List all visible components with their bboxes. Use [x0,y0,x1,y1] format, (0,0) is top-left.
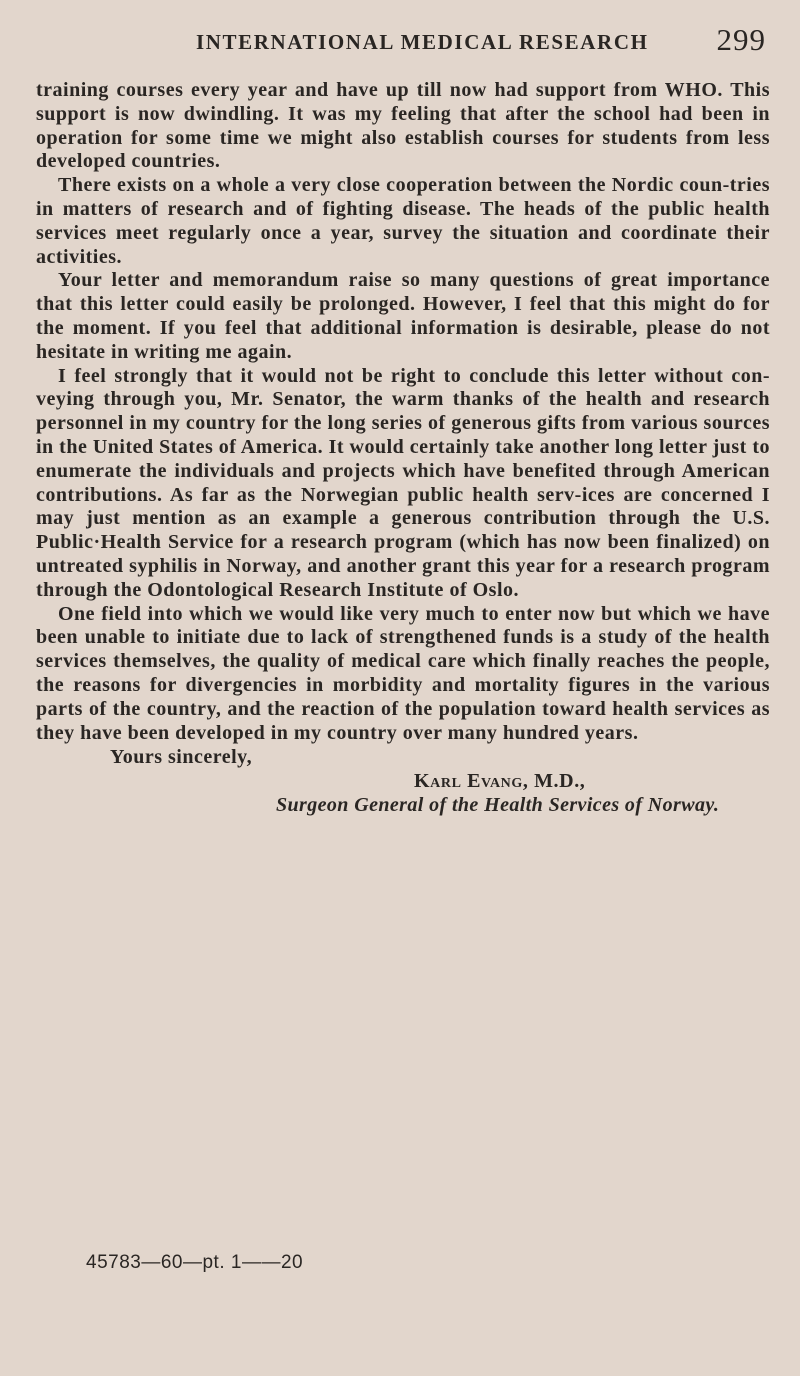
paragraph-1: training courses every year and have up till now had support from WHO. This support is now dwindling. It was my feeling that after the school had been in operation for some time we might also establish courses for students from less developed countries. [36,79,770,173]
running-head [36,22,766,62]
page-number: 299 [716,22,766,57]
paragraph-5: One field into which we would like very much to enter now but which we have been unable to initiate due to lack of strengthened funds is a study of the health services themselves, the quality of medical care which finally reaches the people, the reasons for divergencies in morbidity and mortality figures in the various parts of the country, and the reaction of the population toward health services as they have been developed in my country over many hundred years. [36,602,770,744]
running-title: INTERNATIONAL MEDICAL RESEARCH [196,30,649,54]
paragraph-2: There exists on a whole a very close cooperation between the Nordic coun-tries in matters of research and of fighting disease. The heads of the public health services meet regularly once a year, survey the situation and coordinate their activities. [36,174,770,268]
paragraph-4: I feel strongly that it would not be right to conclude this letter without con-veying through you, Mr. Senator, the warm thanks of the health and research personnel in my country for the long series of generous gifts from various sources in the United States of America. It would certainly take another long letter just to enumerate the individuals and projects which have benefited through American contributions. As far as the Norwegian public health serv-ices are concerned I may just mention as an example a generous contribution through the U.S. Public·Health Service for a research program (which has now been finalized) on untreated syphilis in Norway, and another grant this year for a research program through the Odontological Research Institute of Oslo. [36,364,770,601]
closing-salutation: Yours sincerely, [110,746,253,769]
print-code: 45783—60—pt. 1——20 [86,1252,304,1273]
paragraph-3: Your letter and memorandum raise so many questions of great importance that this letter could easily be prolonged. However, I feel that this might do for the moment. If you feel that additional information is desirable, please do not hesitate in writing me again. [36,269,770,363]
signature-name: Karl Evang, M.D., [414,770,586,793]
signer-title: Surgeon General of the Health Services of Norway. [276,794,720,817]
letter-body [36,79,770,817]
